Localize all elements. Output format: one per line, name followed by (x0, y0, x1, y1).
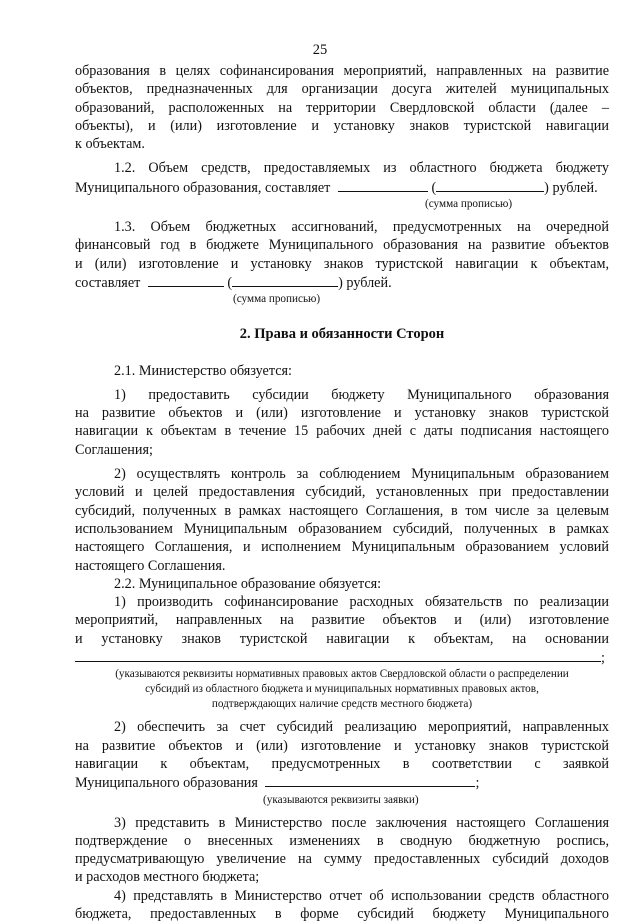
intro-paragraph (75, 62, 609, 153)
text-line: на развитие объектов и (или) изготовление и установку знаков туристской (75, 405, 609, 422)
text-line: условий и целей предоставления субсидий, установленных при предоставлении (75, 484, 609, 501)
text-line: настоящего Соглашения. (75, 557, 226, 574)
section-title: 2. Права и обязанности Сторон (239, 326, 445, 343)
line-end: ; (601, 650, 605, 667)
application-blank (265, 773, 475, 787)
text-line (75, 773, 609, 792)
legal-acts-note: субсидий из областного бюджета и муниципальных нормативных правовых актов, (145, 683, 539, 696)
text-line: 1) предоставить субсидии бюджету Муниципального образования (114, 386, 609, 403)
document-page (75, 62, 609, 923)
paragraph-1-3 (75, 218, 609, 307)
text-line: 2) осуществлять контроль за соблюдением Муниципальным образованием (114, 466, 609, 483)
text-line: объекты), и (или) изготовление и установку знаков туристской навигации (75, 117, 609, 134)
line-prefix: составляет (75, 274, 141, 291)
line-suffix: ) рублей. (544, 179, 598, 196)
text-line: навигации к объектам, предусмотренных в соответствии с заявкой (75, 755, 609, 772)
line-end: ; (475, 775, 480, 792)
text-line: 1.3. Объем бюджетных ассигнований, предусмотренных на очередной (114, 219, 609, 236)
text-line: и (или) изготовление и установку знаков туристской навигации к объектам, (75, 255, 609, 272)
text-line: финансовый год в бюджете Муниципального образования на развитие объектов (75, 237, 609, 254)
section-2-2 (75, 575, 609, 923)
amount-words-blank (436, 178, 544, 192)
subsection-title: 2.1. Министерство обязуется: (114, 362, 292, 379)
text-line: 4) представлять в Министерство отчет об использовании средств областного (114, 887, 609, 904)
line-prefix: Муниципального образования, составляет (75, 179, 331, 196)
subsection-title: 2.2. Муниципальное образование обязуется: (114, 575, 382, 592)
text-line: образования в целях софинансирования мероприятий, направленных на развитие (75, 63, 609, 79)
paren-open: ( (227, 274, 233, 291)
text-line: мероприятий, направленных на развитие объектов и (или) изготовление (75, 612, 609, 629)
text-line: 1) производить софинансирование расходных обязательств по реализации (114, 594, 609, 611)
section-2-1 (75, 362, 609, 575)
amount-blank (148, 273, 224, 287)
text-line (75, 273, 609, 292)
sum-in-words-note: (сумма прописью) (233, 293, 321, 306)
text-line: 3) представить в Министерство после заключения настоящего Соглашения (114, 814, 609, 831)
text-line: к объектам. (75, 136, 145, 153)
text-line: Соглашения; (75, 441, 153, 458)
text-line (75, 648, 609, 667)
text-line: подтверждение о внесенных изменениях в сводную бюджетную роспись, (75, 832, 609, 849)
text-line: и расходов местного бюджета; (75, 869, 260, 886)
legal-acts-note: подтверждающих наличие средств местного бюджета) (211, 698, 473, 711)
application-note: (указываются реквизиты заявки) (263, 793, 419, 806)
text-line: объектов, предназначенных для организации досуга жителей муниципальных (75, 81, 609, 98)
line-prefix: Муниципального образования (75, 775, 258, 792)
amount-words-blank (232, 273, 338, 287)
amount-blank (338, 178, 428, 192)
text-line: навигации к объектам в течение 15 рабочих дней с даты подписания настоящего (75, 423, 609, 440)
text-line: образований, расположенных на территории Свердловской области (далее – (75, 99, 609, 116)
legal-acts-note: (указываются реквизиты нормативных правовых актов Свердловской области о распределении (115, 668, 569, 681)
legal-acts-blank (75, 648, 601, 662)
text-line: бюджета, предоставленных в форме субсидий бюджету Муниципального (75, 905, 609, 922)
text-line: настоящего Соглашения, и исполнением Муниципальным образованием условий (75, 539, 609, 556)
paren-open: ( (431, 179, 437, 196)
page-number: 25 (312, 42, 328, 58)
text-line: и установку знаков туристской навигации к объектам, на основании (75, 630, 609, 647)
text-line: субсидий, полученных в рамках настоящего Соглашения, в том числе за целевым (75, 502, 609, 519)
text-line: использованием Муниципальным образованием субсидий, полученных в рамках (75, 520, 609, 537)
sum-in-words-note: (сумма прописью) (425, 198, 513, 211)
text-line: 2) обеспечить за счет субсидий реализацию мероприятий, направленных (114, 719, 609, 736)
line-suffix: ) рублей. (338, 274, 392, 291)
text-line: на развитие объектов и (или) изготовление и установку знаков туристской (75, 737, 609, 754)
text-line: предусматривающую увеличение на сумму предоставленных субсидий доходов (75, 851, 609, 868)
paragraph-1-2 (75, 159, 609, 212)
text-line (75, 178, 609, 197)
text-line: 1.2. Объем средств, предоставляемых из областного бюджета бюджету (114, 160, 609, 177)
